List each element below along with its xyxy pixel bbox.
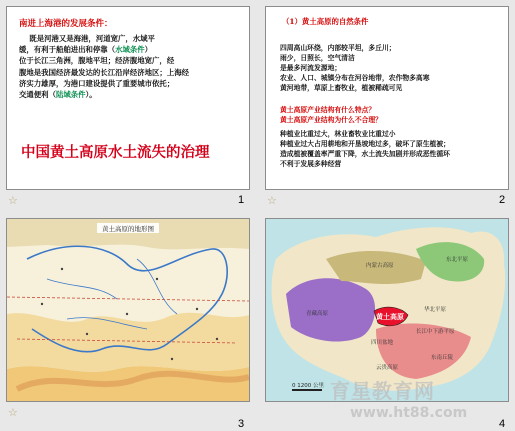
map-title: 黄土高原的地形图 <box>102 225 154 233</box>
slide2-answers: 种植业比重过大，林业畜牧业比重过小 种植业过大占用耕地和开垦坡地过多，破坏了原生植被； 造成植被覆盖率严重下降，水土流失加剧并形成恶性循环 不利于发展多种经营 <box>280 130 450 168</box>
slide-number-2: 2 <box>499 194 506 206</box>
slide2-questions: 黄土高原产业结构有什么特点？ 黄土高原产业结构为什么不合理？ <box>280 106 382 124</box>
star-icon: ☆ <box>8 194 18 207</box>
china-region-map <box>266 219 508 401</box>
map-scale: 0 1200 公里 <box>292 383 324 389</box>
slide1-headline: 中国黄土高原水土流失的治理 <box>21 144 210 161</box>
tibet-plateau-region <box>286 278 375 341</box>
slide-thumbnail-2[interactable] <box>265 6 509 190</box>
star-icon: ☆ <box>267 194 277 207</box>
slide-number-3: 3 <box>238 418 245 430</box>
svg-text:东北平原: 东北平原 <box>446 257 469 263</box>
svg-text:长江中下游平原: 长江中下游平原 <box>416 329 455 335</box>
watermark-brand: 育星教育网 <box>330 379 435 403</box>
slide2-title: （1）黄土高原的自然条件 <box>282 17 369 26</box>
topographic-map <box>7 219 249 401</box>
svg-text:青藏高原: 青藏高原 <box>306 311 329 317</box>
svg-text:内蒙古高原: 内蒙古高原 <box>366 263 394 269</box>
slide-number-4: 4 <box>499 418 506 430</box>
svg-text:四川盆地: 四川盆地 <box>371 340 394 346</box>
loess-plateau-label: 黄土高原 <box>376 312 404 321</box>
svg-text:云贵高原: 云贵高原 <box>376 365 399 371</box>
slide-thumbnail-3[interactable] <box>6 218 250 402</box>
svg-text:东南丘陵: 东南丘陵 <box>431 355 454 361</box>
svg-text:华北平原: 华北平原 <box>424 307 447 313</box>
star-icon: ☆ <box>8 406 18 419</box>
slide-thumbnail-1[interactable] <box>6 6 250 190</box>
watermark-url: www.ht88.com <box>350 405 468 421</box>
slide2-natural-conditions: 四周高山环绕，内部较平坦，多丘川； 雨少，日照长，空气清洁 是最多河流发源地； 农业、人口、城镇分布在河谷地带，农作物多高寒 黄河地带，草原上畜牧业，植被稀疏可见 <box>280 44 430 92</box>
slide1-title: 南进上海港的发展条件： <box>19 19 113 29</box>
slide-number-1: 1 <box>238 194 245 206</box>
slide1-body: 既是河港又是海港，河道宽广，水域平 缓，有利于船舶进出和停靠（水域条件） 位于长江三角洲，腹地平坦；经济腹地宽广，经 腹地是我国经济最发达的长江沿岸经济地区；上海经 济实力雄厚，为港口建设提供了重要城市依托； 交通便利（陆域条件）。 <box>19 34 189 100</box>
